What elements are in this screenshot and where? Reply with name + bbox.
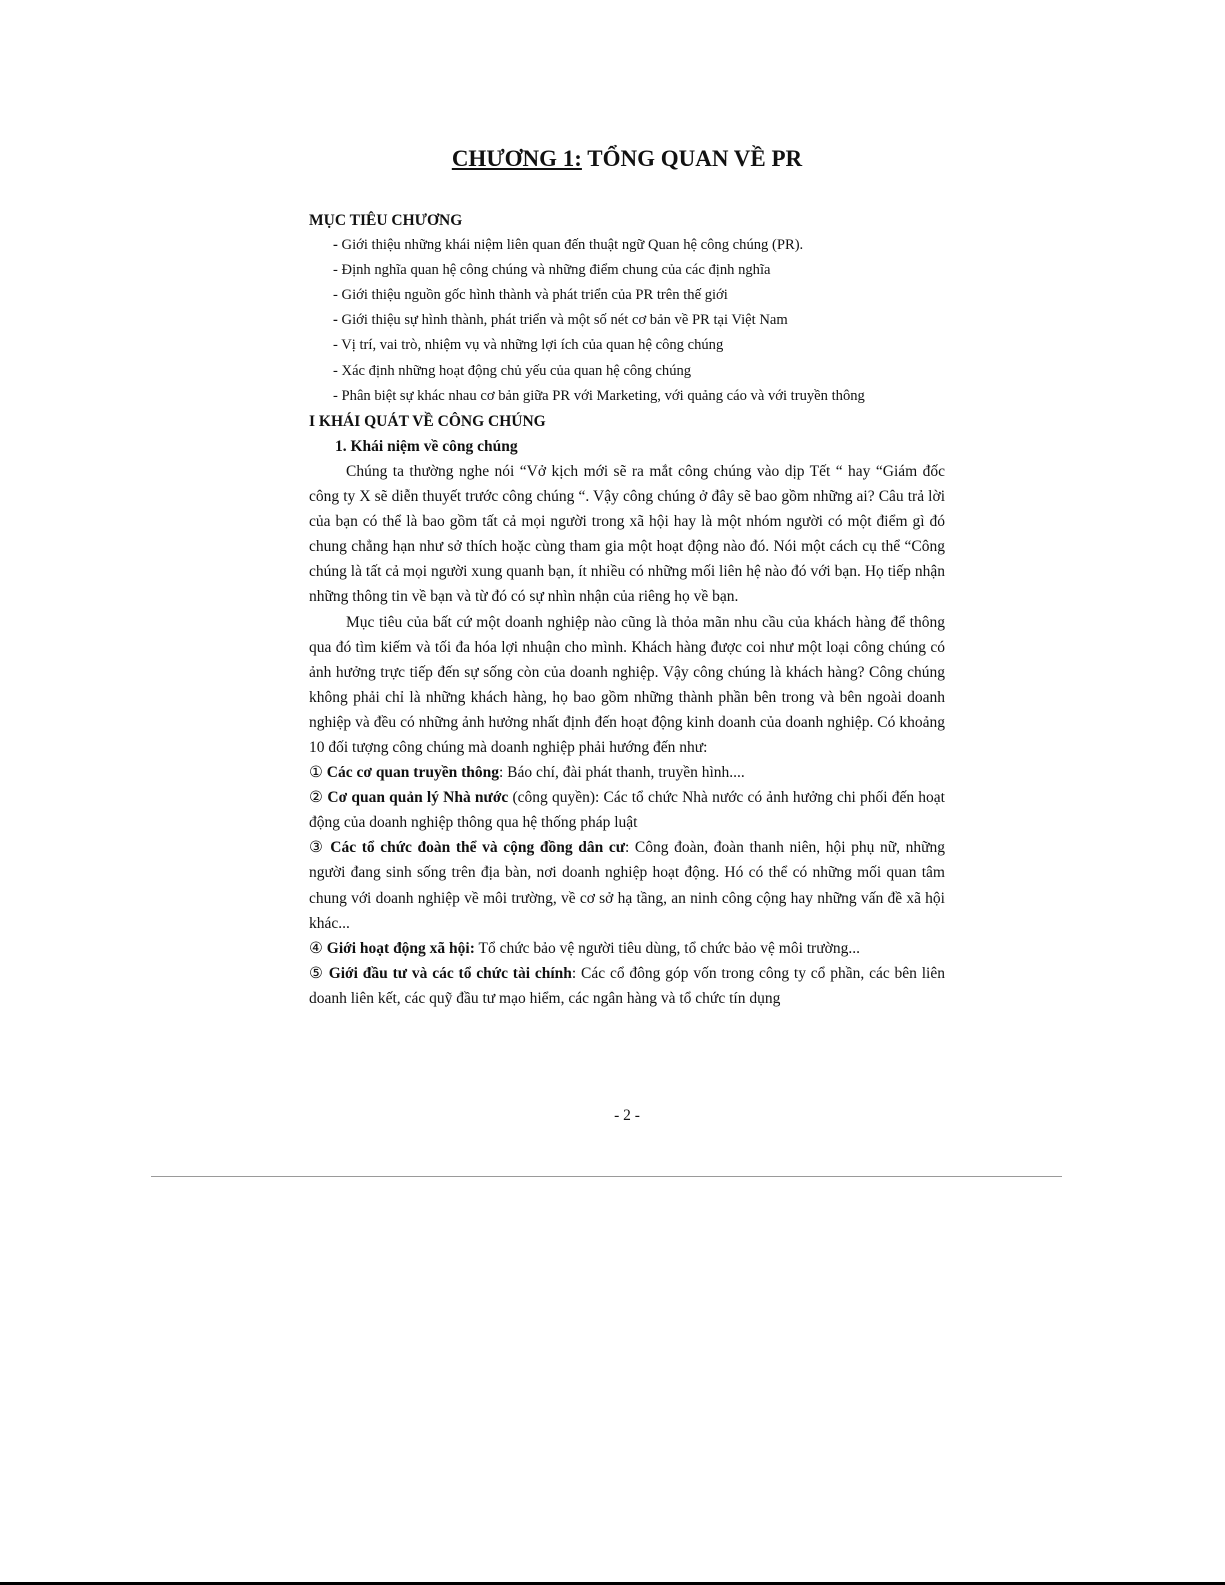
public-item — [309, 961, 945, 1011]
item-marker: ⑤ — [309, 964, 324, 982]
page-number: - 2 - — [614, 1107, 640, 1124]
public-item — [309, 936, 945, 961]
item-text: (công quyền): Các tổ chức Nhà nước có ảnh hưởng chi phối đến hoạt động của doanh nghiệp thông qua hệ thống pháp luật — [309, 789, 945, 832]
item-marker: ② — [309, 789, 324, 807]
page-divider — [151, 1176, 1062, 1177]
document-body — [309, 208, 945, 1011]
objective-item: - Vị trí, vai trò, nhiệm vụ và những lợi ích của quan hệ công chúng — [333, 337, 724, 354]
objective-item: - Giới thiệu nguồn gốc hình thành và phát triển của PR trên thế giới — [333, 287, 728, 304]
chapter-title — [309, 143, 945, 175]
public-item — [309, 785, 945, 835]
objective-item: - Giới thiệu sự hình thành, phát triển và một số nét cơ bản về PR tại Việt Nam — [333, 312, 788, 329]
item-marker: ④ — [309, 939, 323, 957]
item-text: : Công đoàn, đoàn thanh niên, hội phụ nữ, những người đang sinh sống trên địa bàn, nơi doanh nghiệp hoạt động. Hó có thể có những mối quan tâm chung với doanh nghiệp về môi trường, về cơ sở hạ tầng, an ninh công cộng hay những vấn đề xã hội khác... — [309, 839, 946, 932]
public-item — [309, 760, 945, 785]
item-marker: ① — [309, 764, 323, 782]
objective-item: - Xác định những hoạt động chủ yếu của quan hệ công chúng — [333, 362, 692, 379]
item-term: Giới đầu tư và các tổ chức tài chính — [328, 964, 572, 982]
chapter-title-text: TỔNG QUAN VỀ PR — [587, 146, 803, 171]
item-term: Cơ quan quản lý Nhà nước — [327, 789, 509, 807]
objectives-heading: MỤC TIÊU CHƯƠNG — [309, 212, 463, 229]
body-paragraph: Mục tiêu của bất cứ một doanh nghiệp nào cũng là thỏa mãn nhu cầu của khách hàng để thông qua đó tìm kiếm và tối đa hóa lợi nhuận cho mình. Khách hàng được coi như một loại công chúng có ảnh hưởng trực tiếp đến sự sống còn của doanh nghiệp. Vậy công chúng là khách hàng? Công chúng không phải chỉ là những khách hàng, họ bao gồm những thành phần bên trong và bên ngoài doanh nghiệp và đều có những ảnh hưởng nhất định đến hoạt động kinh doanh của doanh nghiệp. Có khoảng 10 đối tượng công chúng mà doanh nghiệp phải hướng đến như: — [309, 613, 945, 756]
public-item — [309, 835, 945, 935]
section-heading: I KHÁI QUÁT VỀ CÔNG CHÚNG — [309, 412, 546, 430]
chapter-label: CHƯƠNG 1: — [451, 146, 582, 171]
objective-item: - Phân biệt sự khác nhau cơ bản giữa PR với Marketing, với quảng cáo và với truyền thông — [333, 387, 865, 404]
objectives-list — [309, 233, 945, 409]
objective-item: - Định nghĩa quan hệ công chúng và những điểm chung của các định nghĩa — [333, 262, 771, 279]
subsection-heading: 1. Khái niệm về công chúng — [335, 437, 518, 455]
body-paragraph: Chúng ta thường nghe nói “Vở kịch mới sẽ ra mắt công chúng vào dịp Tết “ hay “Giám đốc công ty X sẽ diễn thuyết trước công chúng “. Vậy công chúng ở đây sẽ bao gồm những ai? Câu trả lời của bạn có thể là bao gồm tất cả mọi người trong xã hội hay là một nhóm người có một điểm gì đó chung chẳng hạn như sở thích hoặc cùng tham gia một hoạt động nào đó. Nói một cách cụ thể “Công chúng là tất cả mọi người xung quanh bạn, ít nhiều có những mối liên hệ nào đó với bạn. Họ tiếp nhận những thông tin về bạn và từ đó có sự nhìn nhận của riêng họ về bạn. — [309, 462, 945, 606]
item-text: : Các cổ đông góp vốn trong công ty cổ phần, các bên liên doanh liên kết, các quỹ đầu tư mạo hiểm, các ngân hàng và tổ chức tín dụng — [309, 964, 945, 1007]
item-term: Các cơ quan truyền thông — [326, 764, 499, 782]
item-term: Các tổ chức đoàn thể và cộng đồng dân cư — [330, 839, 625, 857]
item-marker: ③ — [309, 839, 325, 857]
item-term: Giới hoạt động xã hội: — [326, 939, 475, 957]
item-text: Tổ chức bảo vệ người tiêu dùng, tổ chức bảo vệ môi trường... — [474, 939, 860, 957]
objective-item: - Giới thiệu những khái niệm liên quan đến thuật ngữ Quan hệ công chúng (PR). — [333, 237, 804, 254]
item-text: : Báo chí, đài phát thanh, truyền hình.... — [499, 764, 745, 782]
